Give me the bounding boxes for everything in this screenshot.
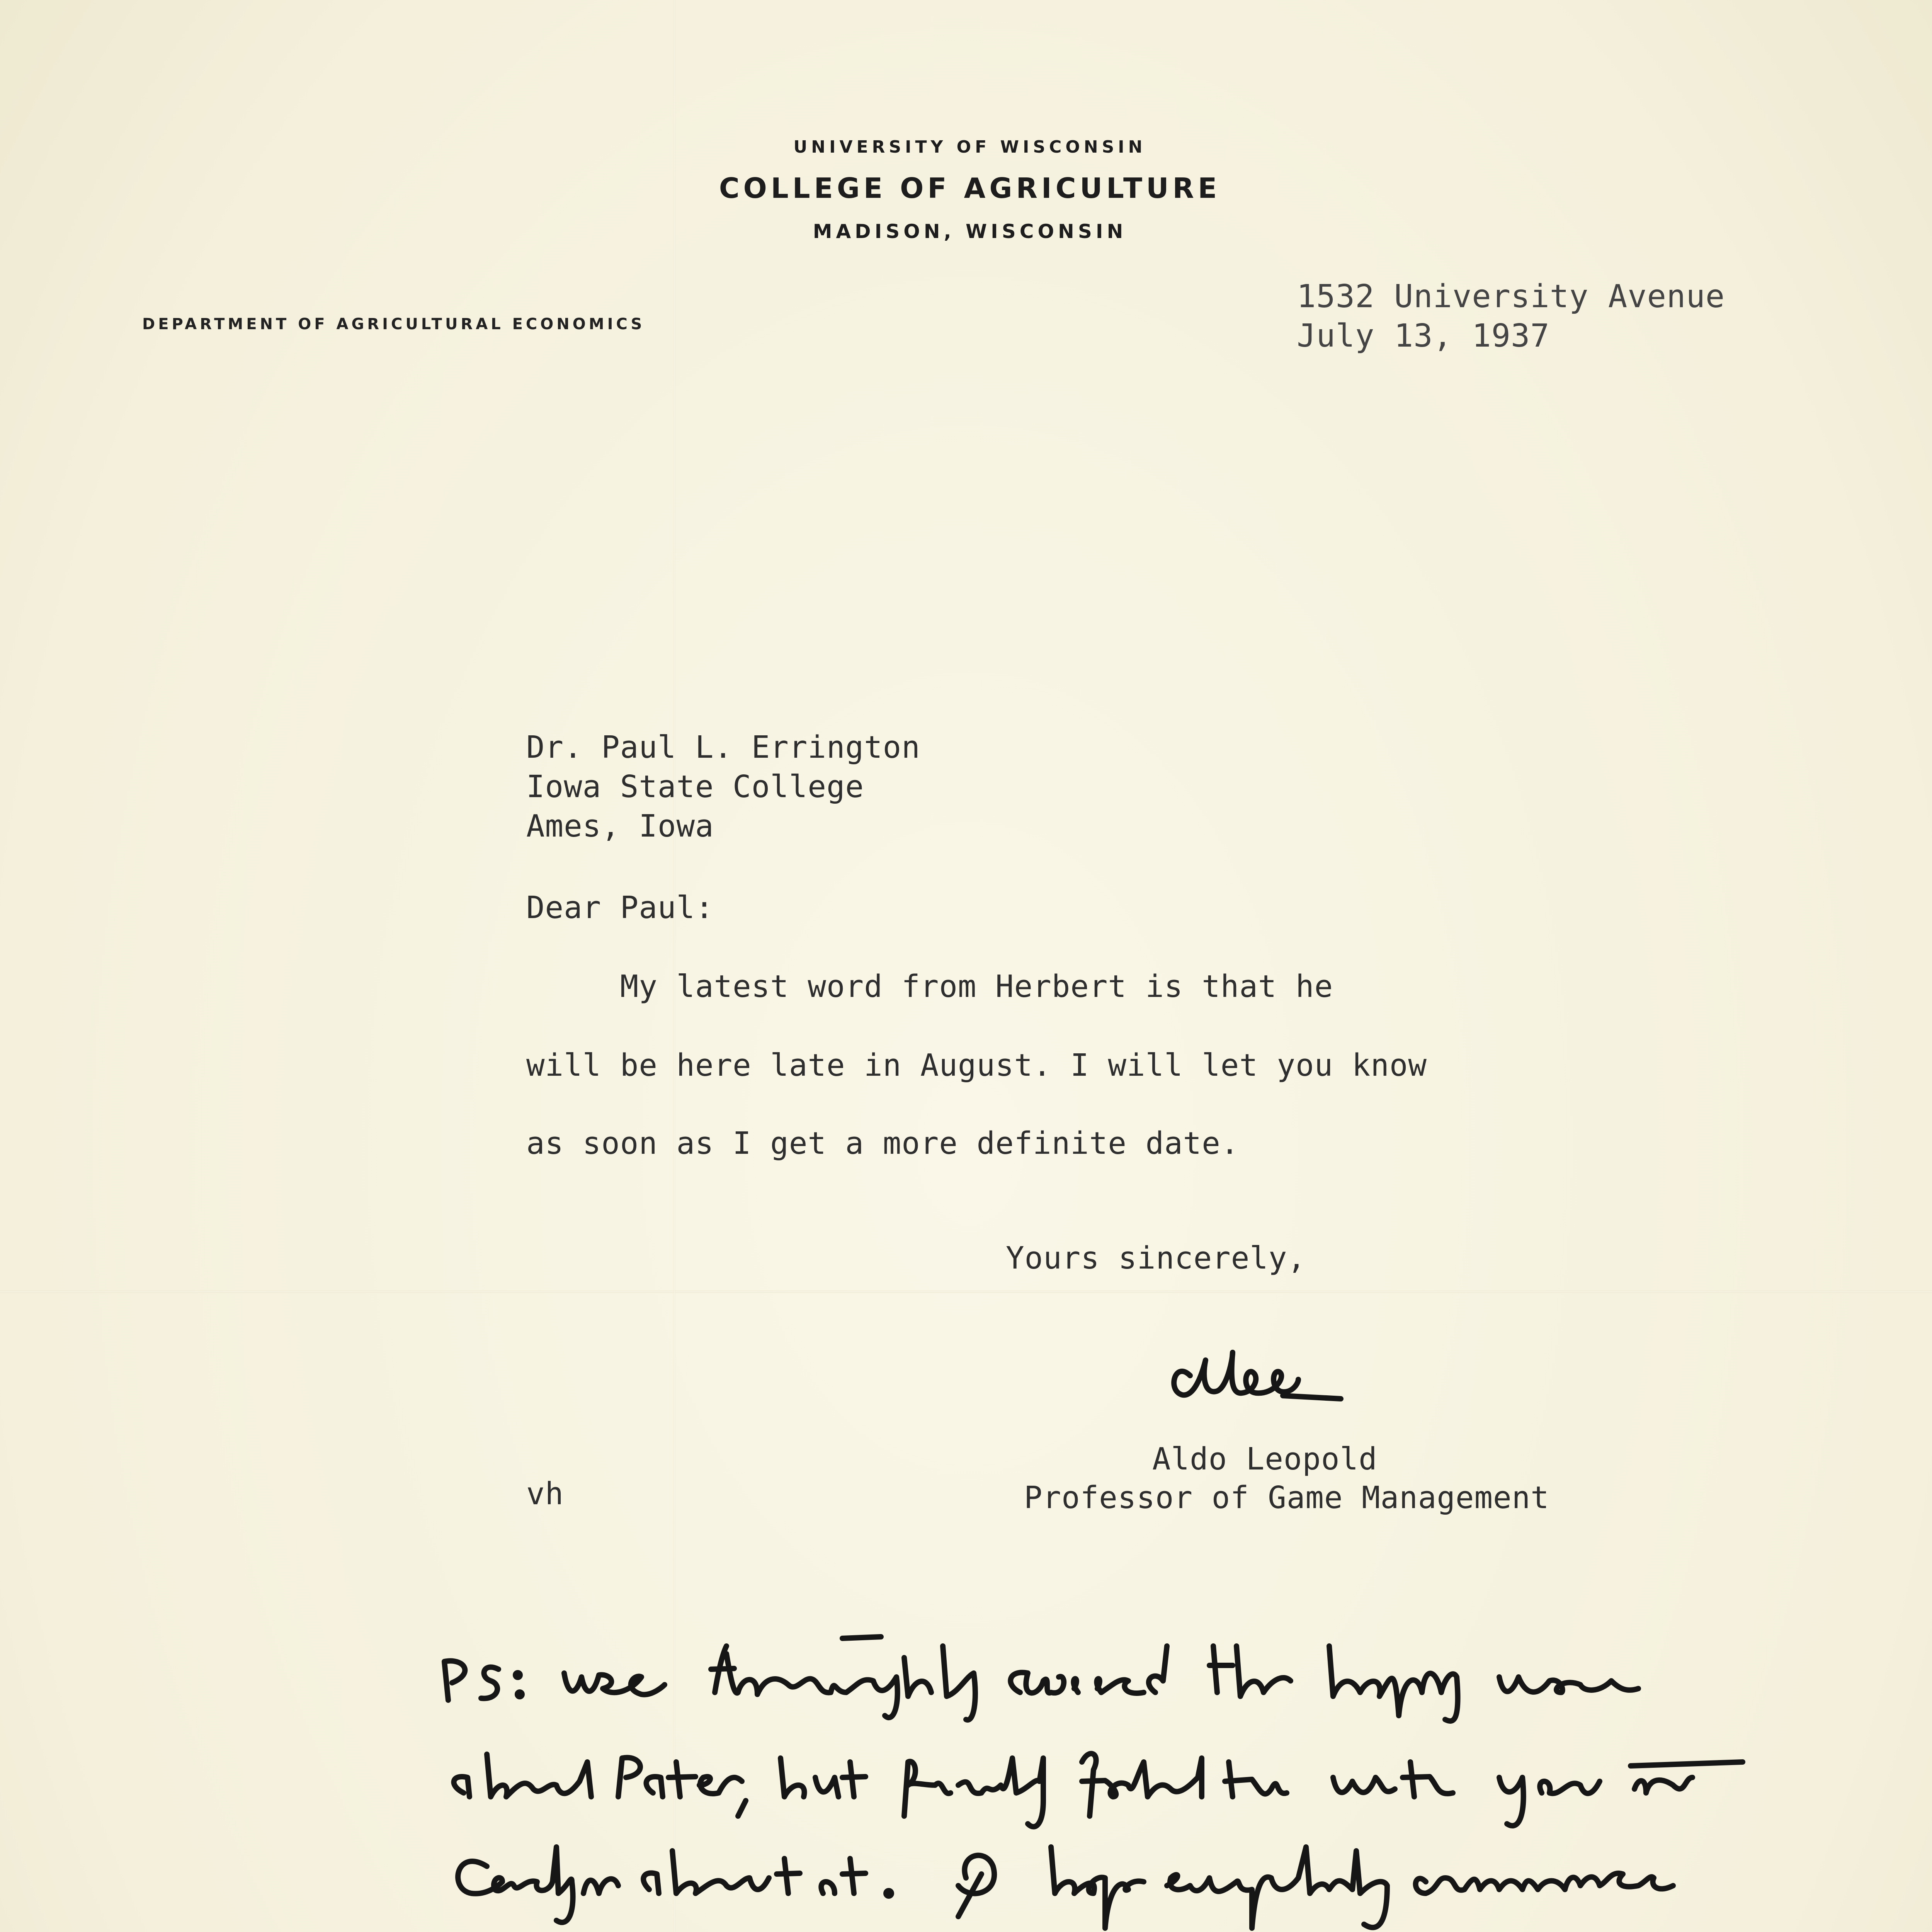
signer-name: Aldo Leopold (1152, 1441, 1378, 1477)
closing: Yours sincerely, (1006, 1240, 1306, 1276)
letterhead-location: MADISON, WISCONSIN (813, 220, 1127, 243)
body-line-3: as soon as I get a more definite date. (526, 1126, 1240, 1161)
body-line-1: My latest word from Herbert is that he (526, 969, 1333, 1004)
body-line-2: will be here late in August. I will let you know (526, 1048, 1427, 1083)
recipient-name: Dr. Paul L. Errington (526, 730, 920, 765)
salutation: Dear Paul: (526, 890, 714, 925)
letterhead-department: DEPARTMENT OF AGRICULTURAL ECONOMICS (142, 315, 645, 333)
recipient-institution: Iowa State College (526, 769, 864, 804)
letter-date: July 13, 1937 (1297, 318, 1550, 354)
sender-address: 1532 University Avenue (1297, 278, 1725, 315)
typist-initials: vh (526, 1476, 564, 1512)
letterhead-university: UNIVERSITY OF WISCONSIN (793, 137, 1146, 157)
recipient-city: Ames, Iowa (526, 808, 714, 844)
letterhead-college: COLLEGE OF AGRICULTURE (719, 172, 1221, 204)
signer-title: Professor of Game Management (1024, 1480, 1549, 1515)
